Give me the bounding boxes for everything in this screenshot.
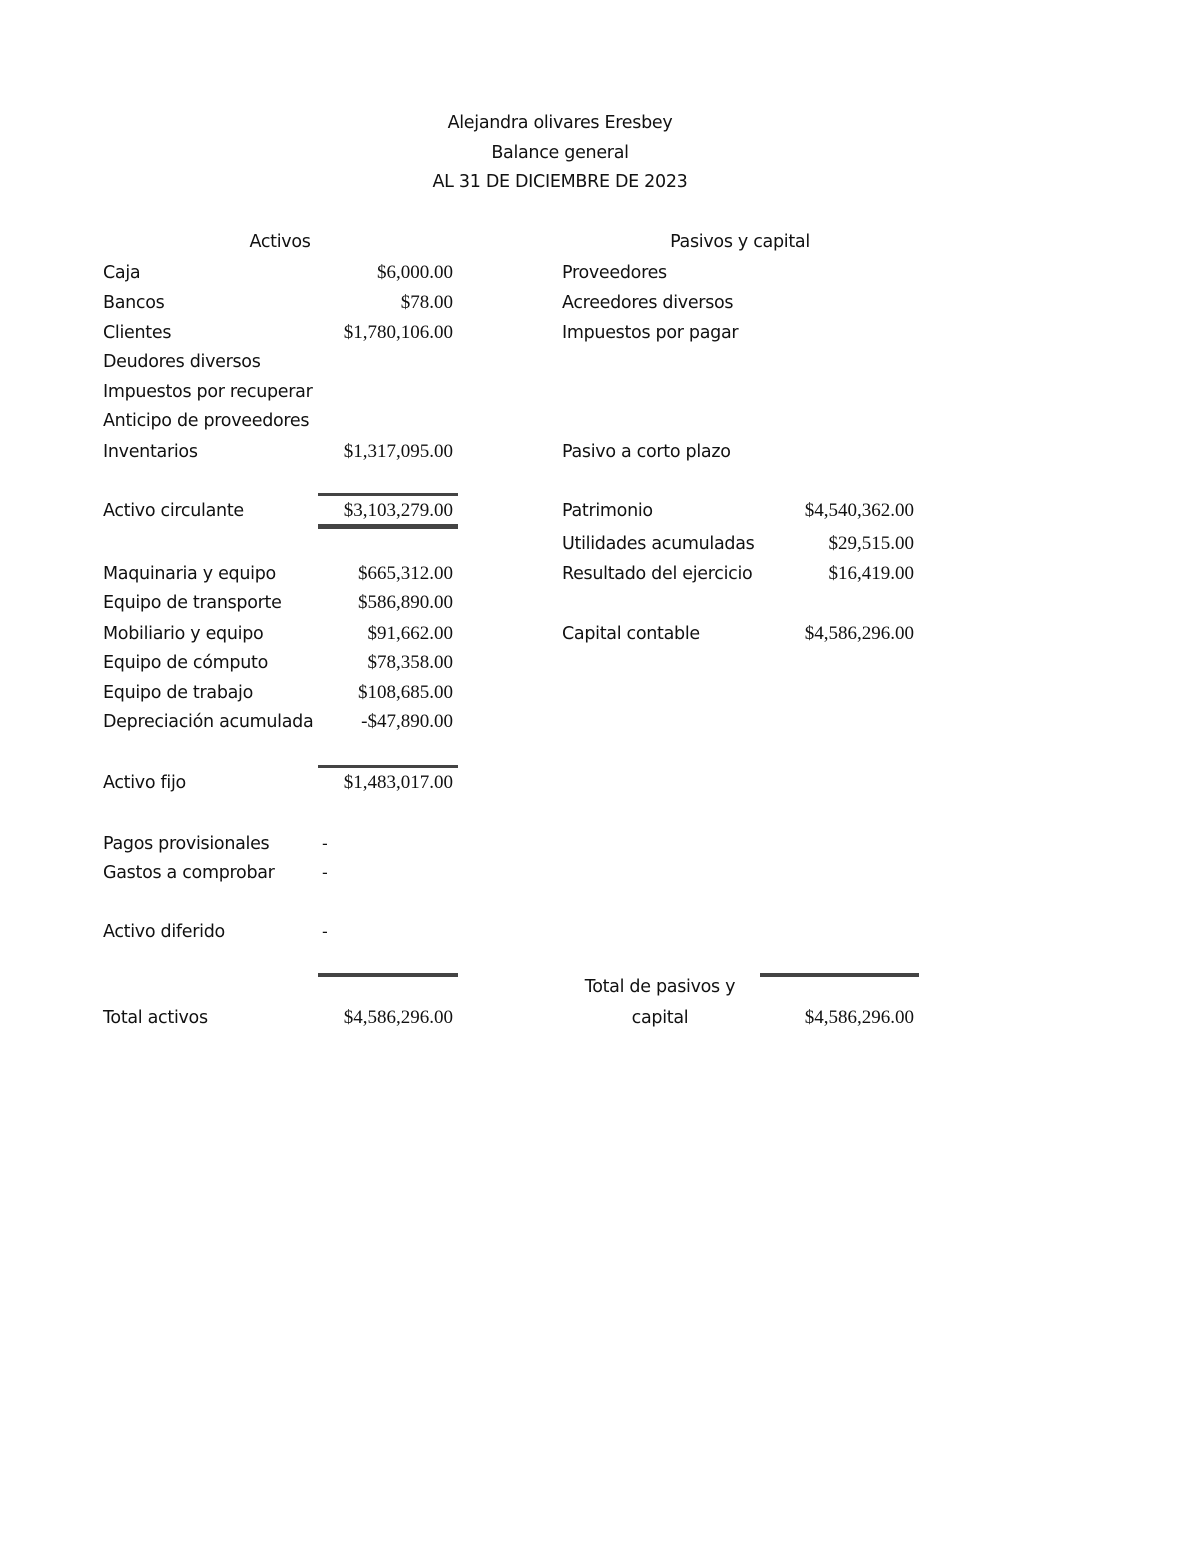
total-assets-value: $4,586,296.00 xyxy=(343,1007,453,1028)
current-assets-total-value: $3,103,279.00 xyxy=(343,500,453,521)
double-underline xyxy=(318,524,458,529)
list-item: Clientes xyxy=(103,323,172,343)
assets-heading: Activos xyxy=(249,232,311,252)
list-item: Depreciación acumulada xyxy=(103,712,314,732)
list-item: Utilidades acumuladas xyxy=(562,534,755,554)
list-item-value: $665,312.00 xyxy=(358,563,453,584)
company-name: Alejandra olivares Eresbey xyxy=(447,113,673,133)
list-item-value: $78.00 xyxy=(400,292,453,313)
total-liabilities-value: $4,586,296.00 xyxy=(804,1007,914,1028)
list-item: Pagos provisionales xyxy=(103,834,270,854)
list-item: Deudores diversos xyxy=(103,352,261,372)
list-item: Gastos a comprobar xyxy=(103,863,275,883)
list-item-value: $108,685.00 xyxy=(358,682,453,703)
list-item-value: $586,890.00 xyxy=(358,592,453,613)
list-item-value: $1,780,106.00 xyxy=(343,322,453,343)
total-rule xyxy=(760,973,919,977)
list-item: Equipo de transporte xyxy=(103,593,282,613)
list-item: Proveedores xyxy=(562,263,667,283)
list-item: Equipo de trabajo xyxy=(103,683,254,703)
list-item-value: -$47,890.00 xyxy=(361,711,453,732)
liabilities-heading: Pasivos y capital xyxy=(670,232,810,252)
list-item-value: $16,419.00 xyxy=(828,563,914,584)
list-item-value: $6,000.00 xyxy=(377,262,453,283)
list-item: Inventarios xyxy=(103,442,198,462)
list-item-value: - xyxy=(322,863,328,882)
list-item: Mobiliario y equipo xyxy=(103,624,264,644)
list-item-value: $4,540,362.00 xyxy=(804,500,914,521)
list-item-value: $29,515.00 xyxy=(828,533,914,554)
list-item: Caja xyxy=(103,263,141,283)
total-liabilities-label-line2: capital xyxy=(631,1008,689,1028)
list-item: Equipo de cómputo xyxy=(103,653,268,673)
report-date: AL 31 DE DICIEMBRE DE 2023 xyxy=(432,172,688,192)
list-item: Resultado del ejercicio xyxy=(562,564,753,584)
total-liabilities-label-line1: Total de pasivos y xyxy=(584,977,736,997)
current-assets-total-label: Activo circulante xyxy=(103,501,244,521)
list-item: Acreedores diversos xyxy=(562,293,734,313)
equity-total-label: Capital contable xyxy=(562,624,700,644)
subtotal-rule xyxy=(318,765,458,768)
list-item: Anticipo de proveedores xyxy=(103,411,310,431)
list-item: Bancos xyxy=(103,293,165,313)
list-item: Impuestos por recuperar xyxy=(103,382,313,402)
subtotal-rule xyxy=(318,493,458,496)
list-item-value: $78,358.00 xyxy=(367,652,453,673)
list-item: Patrimonio xyxy=(562,501,653,521)
fixed-assets-total-label: Activo fijo xyxy=(103,773,186,793)
list-item-value: $1,317,095.00 xyxy=(343,441,453,462)
list-item: Maquinaria y equipo xyxy=(103,564,276,584)
report-title: Balance general xyxy=(491,143,629,163)
fixed-assets-total-value: $1,483,017.00 xyxy=(343,772,453,793)
short-term-liabilities-label: Pasivo a corto plazo xyxy=(562,442,731,462)
total-assets-label: Total activos xyxy=(103,1008,208,1028)
list-item-value: - xyxy=(322,834,328,853)
list-item: Impuestos por pagar xyxy=(562,323,739,343)
deferred-assets-total-value: - xyxy=(322,922,328,941)
equity-total-value: $4,586,296.00 xyxy=(804,623,914,644)
total-rule xyxy=(318,973,458,977)
list-item-value: $91,662.00 xyxy=(367,623,453,644)
deferred-assets-total-label: Activo diferido xyxy=(103,922,225,942)
